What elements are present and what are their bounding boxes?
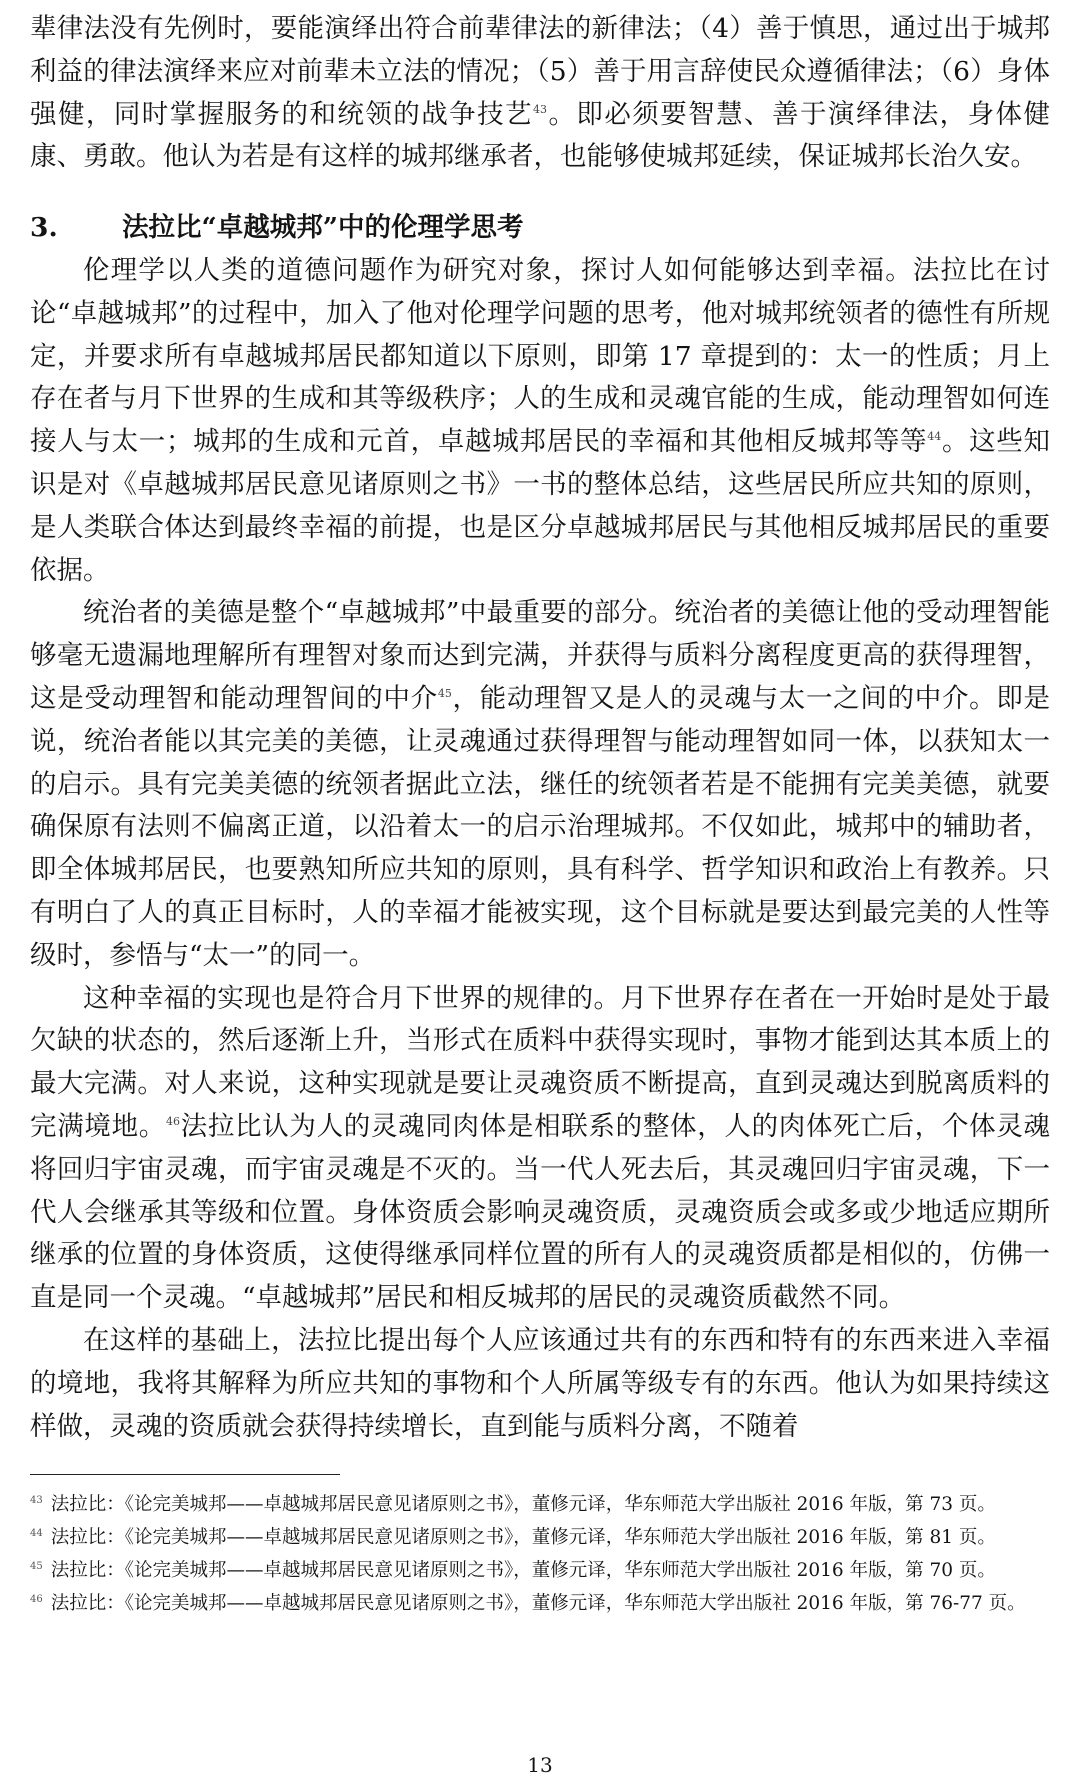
footnote-ref-43[interactable]: 43	[533, 102, 547, 116]
section-number: 3.	[30, 212, 58, 244]
section-heading	[30, 207, 1050, 250]
paragraph-foundation: 在这样的基础上，法拉比提出每个人应该通过共有的东西和特有的东西来进入幸福的境地，我将其解释为所应共知的事物和个人所属等级专有的东西。他认为如果持续这样做，灵魂的资质就会获得持续增长，直到能与质料分离，不随着	[30, 1324, 1050, 1442]
body-text	[30, 8, 1050, 1448]
footnote-separator	[30, 1474, 340, 1475]
document-page	[30, 8, 1050, 1778]
footnote-43: $^{43}$ 法拉比：《论完美城邦——卓越城邦居民意见诸原则之书》，董修元译，华东师范大学出版社 2016 年版，第 73 页。	[30, 1494, 996, 1516]
footnote-ref-44[interactable]: 44	[927, 430, 942, 444]
page-number: 13	[527, 1753, 553, 1777]
paragraph-happiness: 这种幸福的实现也是符合月下世界的规律的。月下世界存在者在一开始时是处于最欠缺的状态的，然后逐渐上升，当形式在质料中获得实现时，事物才能到达其本质上的最大完满。对人来说，这种实现就是要让灵魂资质不断提高，直到灵魂达到脱离质料的完满境地。$^{46}$法拉比认为人的灵魂同肉体是相联系的整体，人的肉体死亡后，个体灵魂将回归宇宙灵魂，而宇宙灵魂是不灭的。当一代人死去后，其灵魂回归宇宙灵魂，下一代人会继承其等级和位置。身体资质会影响灵魂资质，灵魂资质会或多或少地适应期所继承的位置的身体资质，这使得继承同样位置的所有人的灵魂资质都是相似的，仿佛一直是同一个灵魂。“卓越城邦”居民和相反城邦的居民的灵魂资质截然不同。	[30, 982, 1051, 1314]
intro-paragraph: 辈律法没有先例时，要能演绎出符合前辈律法的新律法；（4）善于慎思，通过出于城邦利益的律法演绎来应对前辈未立法的情况；（5）善于用言辞使民众遵循律法；（6）身体强健，同时掌握服务的和统领的战争技艺$^{43}$。即必须要智慧、善于演绎律法，身体健康、勇敢。他认为若是有这样的城邦继承者，也能够使城邦延续，保证城邦长治久安。	[30, 13, 1050, 173]
section-title: 法拉比“卓越城邦”中的伦理学思考	[122, 212, 524, 244]
footnote-ref-45[interactable]: 45	[437, 687, 452, 701]
footnote-44: $^{44}$ 法拉比：《论完美城邦——卓越城邦居民意见诸原则之书》，董修元译，华东师范大学出版社 2016 年版，第 81 页。	[30, 1527, 996, 1549]
paragraph-ethics: 伦理学以人类的道德问题作为研究对象，探讨人如何能够达到幸福。法拉比在讨论“卓越城邦”的过程中，加入了他对伦理学问题的思考，他对城邦统领者的德性有所规定，并要求所有卓越城邦居民都知道以下原则，即第 17 章提到的：太一的性质；月上存在者与月下世界的生成和其等级秩序；人的生成和灵魂官能的生成，能动理智如何连接人与太一；城邦的生成和元首，卓越城邦居民的幸福和其他相反城邦等等$^{44}$。这些知识是对《卓越城邦居民意见诸原则之书》一书的整体总结，这些居民所应共知的原则，是人类联合体达到最终幸福的前提，也是区分卓越城邦居民与其他相反城邦居民的重要依据。	[30, 254, 1051, 586]
footnote-46: $^{46}$ 法拉比：《论完美城邦——卓越城邦居民意见诸原则之书》，董修元译，华东师范大学出版社 2016 年版，第 76-77 页。	[30, 1593, 1026, 1615]
footnote-45: $^{45}$ 法拉比：《论完美城邦——卓越城邦居民意见诸原则之书》，董修元译，华东师范大学出版社 2016 年版，第 70 页。	[30, 1560, 996, 1582]
footnotes	[30, 1489, 1050, 1619]
paragraph-ruler-virtue: 统治者的美德是整个“卓越城邦”中最重要的部分。统治者的美德让他的受动理智能够毫无遗漏地理解所有理智对象而达到完满，并获得与质料分离程度更高的获得理智，这是受动理智和能动理智间的中介$^{45}$，能动理智又是人的灵魂与太一之间的中介。即是说，统治者能以其完美的美德，让灵魂通过获得理智与能动理智如同一体，以获知太一的启示。具有完美美德的统领者据此立法，继任的统领者若是不能拥有完美美德，就要确保原有法则不偏离正道，以沿着太一的启示治理城邦。不仅如此，城邦中的辅助者，即全体城邦居民，也要熟知所应共知的原则，具有科学、哲学知识和政治上有教养。只有明白了人的真正目标时，人的幸福才能被实现，这个目标就是要达到最完美的人性等级时，参悟与“太一”的同一。	[30, 597, 1051, 971]
footnote-ref-46[interactable]: 46	[165, 1115, 180, 1129]
